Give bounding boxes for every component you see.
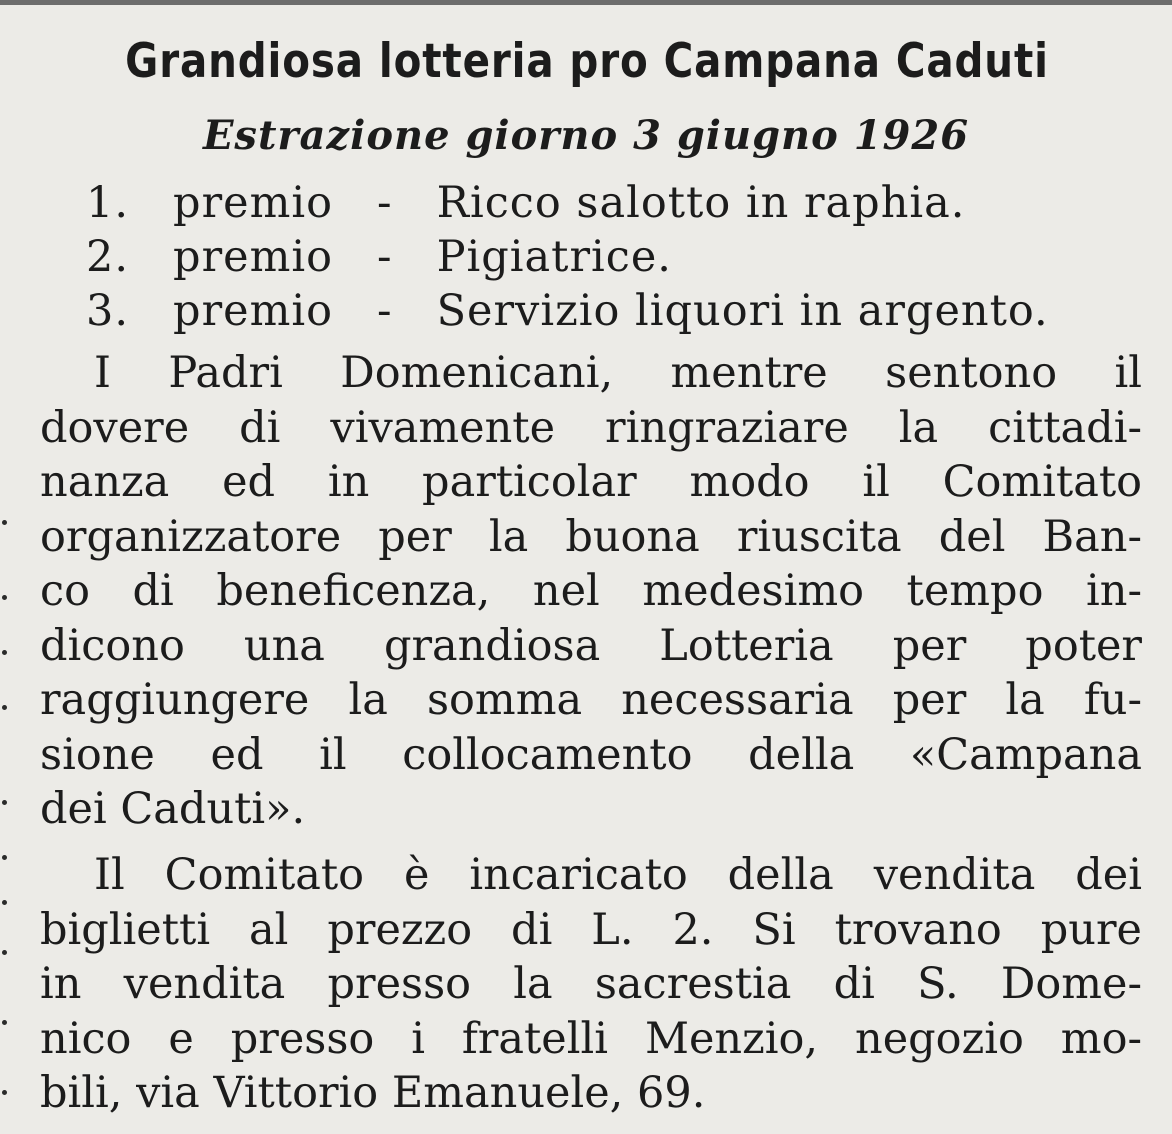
paragraph-line: in vendita presso la sacrestia di S. Dome-	[40, 959, 1142, 1009]
prize-item	[86, 176, 1146, 230]
paragraph-line: co di beneficenza, nel medesimo tempo in-	[40, 566, 1142, 616]
paragraph-line: bili, via Vittorio Emanuele, 69.	[40, 1068, 706, 1118]
paragraph-line: sione ed il collocamento della «Campana	[40, 729, 1142, 780]
prize-item-name: Pigiatrice.	[436, 232, 672, 282]
margin-print-marks	[0, 500, 12, 1120]
prize-label: premio	[173, 178, 333, 228]
top-rule	[0, 0, 1172, 5]
paragraph-line: organizzatore per la buona riuscita del Ban-	[40, 511, 1142, 562]
paragraph-line: raggiungere la somma necessaria per la fu-	[40, 675, 1142, 725]
paragraph-line: nico e presso i fratelli Menzio, negozio mo-	[40, 1013, 1142, 1064]
prize-item	[86, 230, 1146, 284]
prize-label: premio	[173, 286, 333, 336]
paragraph-line: dicono una grandiosa Lotteria per poter	[40, 620, 1142, 671]
prize-number: 3.	[86, 286, 130, 336]
body-paragraph-announcement	[40, 346, 1142, 837]
prize-number: 1.	[86, 178, 130, 228]
prize-number: 2.	[86, 232, 130, 282]
prize-item-name: Servizio liquori in argento.	[436, 286, 1049, 336]
prize-separator: -	[377, 232, 393, 282]
body-paragraph-tickets	[40, 848, 1142, 1121]
prize-item	[86, 284, 1146, 338]
headline: Grandiosa lotteria pro Campana Caduti	[125, 34, 1049, 89]
paragraph-line: dei Caduti».	[40, 784, 306, 834]
paragraph-line: biglietti al prezzo di L. 2. Si trovano pure	[40, 904, 1142, 955]
paragraph-line: I Padri Domenicani, mentre sentono il	[94, 348, 1142, 398]
prize-separator: -	[377, 178, 393, 228]
paragraph-line: dovere di vivamente ringraziare la cittadi-	[40, 402, 1142, 453]
prize-separator: -	[377, 286, 393, 336]
paragraph-line: nanza ed in particolar modo il Comitato	[40, 457, 1142, 507]
paragraph-line: Il Comitato è incaricato della vendita dei	[94, 850, 1142, 900]
prize-list	[86, 176, 1146, 338]
prize-label: premio	[173, 232, 333, 282]
subheadline: Estrazione giorno 3 giugno 1926	[202, 112, 970, 159]
prize-item-name: Ricco salotto in raphia.	[436, 178, 966, 228]
